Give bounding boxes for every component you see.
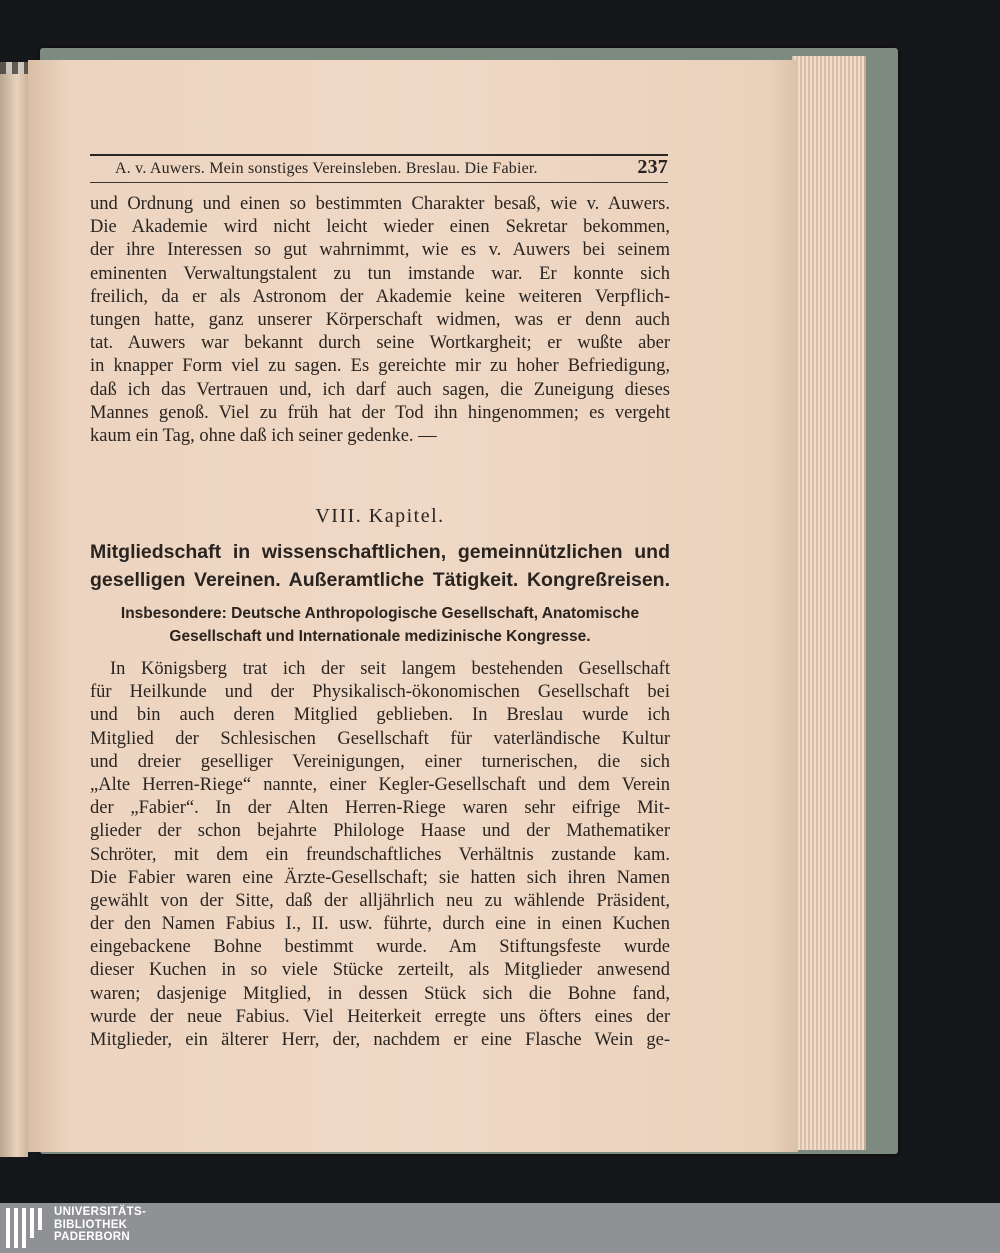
chapter-subtitle-line: Insbesondere: Deutsche Anthropologische Gesellschaft, Anatomische: [120, 605, 640, 622]
text-line: Schröter, mit dem ein freundschaftliches Verhältnis zustande kam.: [90, 844, 670, 865]
library-footer-bar: [0, 1203, 1000, 1253]
text-line: wurde der neue Fabius. Viel Heiterkeit erregte uns öfters eines der: [90, 1006, 670, 1027]
text-line: gewählt von der Sitte, daß der alljährlich neu zu wählende Präsident,: [90, 890, 670, 911]
chapter-subtitle: [90, 602, 670, 648]
library-name-line: BIBLIOTHEK: [54, 1218, 128, 1231]
text-line: daß ich das Vertrauen und, ich darf auch sagen, die Zuneigung dieses: [90, 379, 670, 400]
library-name-line: UNIVERSITÄTS-: [54, 1206, 147, 1218]
paragraph-auwers: [90, 193, 670, 448]
text-line: dieser Kuchen in so viele Stücke zerteilt, als Mitglieder anwesend: [90, 960, 670, 981]
chapter-title-line: geselligen Vereinen. Außeramtliche Tätigkeit. Kongreßreisen.: [90, 569, 670, 591]
text-line: der ihre Interessen so gut wahrnimmt, wie es v. Auwers bei seinem: [90, 240, 670, 261]
header-rule-bottom: [90, 182, 668, 183]
left-page-edge: [0, 62, 28, 1157]
text-line: kaum ein Tag, ohne daß ich seiner gedenke. —: [90, 425, 437, 446]
library-name: [54, 1206, 146, 1244]
text-line: freilich, da er als Astronom der Akademie keine weiteren Verpflich-: [90, 286, 670, 307]
text-line: tat. Auwers war bekannt durch seine Wortkargheit; er wußte aber: [90, 333, 670, 354]
chapter-title-line: Mitgliedschaft in wissenschaftlichen, gemeinnützlichen und: [90, 541, 670, 563]
library-name-line: PADERBORN: [54, 1231, 130, 1243]
text-line: waren; dasjenige Mitglied, in dessen Stück sich die Bohne fand,: [90, 983, 670, 1004]
text-line: Die Fabier waren eine Ärzte-Gesellschaft; sie hatten sich ihren Namen: [90, 867, 670, 888]
text-line: Mitglieder, ein älterer Herr, der, nachdem er eine Flasche Wein ge-: [90, 1030, 670, 1050]
paragraph-vereine: [90, 658, 670, 1052]
text-line: und Ordnung und einen so bestimmten Charakter besaß, wie v. Auwers.: [90, 194, 670, 214]
text-line: glieder der schon bejahrte Philologe Haase und der Mathematiker: [90, 821, 670, 842]
page-stack-edges: [792, 56, 866, 1150]
text-line: und bin auch deren Mitglied geblieben. In Breslau wurde ich: [90, 705, 670, 726]
chapter-title: [90, 538, 670, 594]
text-line: für Heilkunde und der Physikalisch-ökonomischen Gesellschaft bei: [90, 682, 670, 703]
header-rule-top: [90, 154, 668, 156]
text-line: und dreier geselliger Vereinigungen, einer turnerischen, die sich: [90, 751, 670, 772]
text-line: der „Fabier“. In der Alten Herren-Riege waren sehr eifrige Mit-: [90, 798, 670, 819]
text-line: „Alte Herren-Riege“ nannte, einer Kegler-Gesellschaft und dem Verein: [90, 774, 670, 795]
text-line: der den Namen Fabius I., II. usw. führte, durch eine in einen Kuchen: [90, 914, 670, 935]
running-header: [90, 158, 668, 182]
text-line: eminenten Verwaltungstalent zu tun imstande war. Er konnte sich: [90, 263, 670, 284]
chapter-heading: VIII. Kapitel.: [315, 505, 445, 527]
text-line: In Königsberg trat ich der seit langem bestehenden Gesellschaft: [110, 659, 670, 679]
library-logo-icon: [4, 1208, 44, 1250]
text-line: Die Akademie wird nicht leicht wieder einen Sekretar bekommen,: [90, 217, 670, 238]
text-line: Mannes genoß. Viel zu früh hat der Tod ihn hingenommen; es vergeht: [90, 402, 670, 423]
text-line: in knapper Form viel zu sagen. Es gereichte mir zu hoher Befriedigung,: [90, 356, 670, 377]
text-line: eingebackene Bohne bestimmt wurde. Am Stiftungsfeste wurde: [90, 937, 670, 958]
page-number: 237: [637, 156, 668, 178]
text-line: Mitglied der Schlesischen Gesellschaft für vaterländische Kultur: [90, 728, 670, 749]
running-title: A. v. Auwers. Mein sonstiges Vereinsleben. Breslau. Die Fabier.: [115, 160, 538, 177]
text-line: tungen hatte, ganz unserer Körperschaft widmen, was er denn auch: [90, 309, 670, 330]
chapter-subtitle-line: Gesellschaft und Internationale medizinische Kongresse.: [169, 628, 591, 645]
